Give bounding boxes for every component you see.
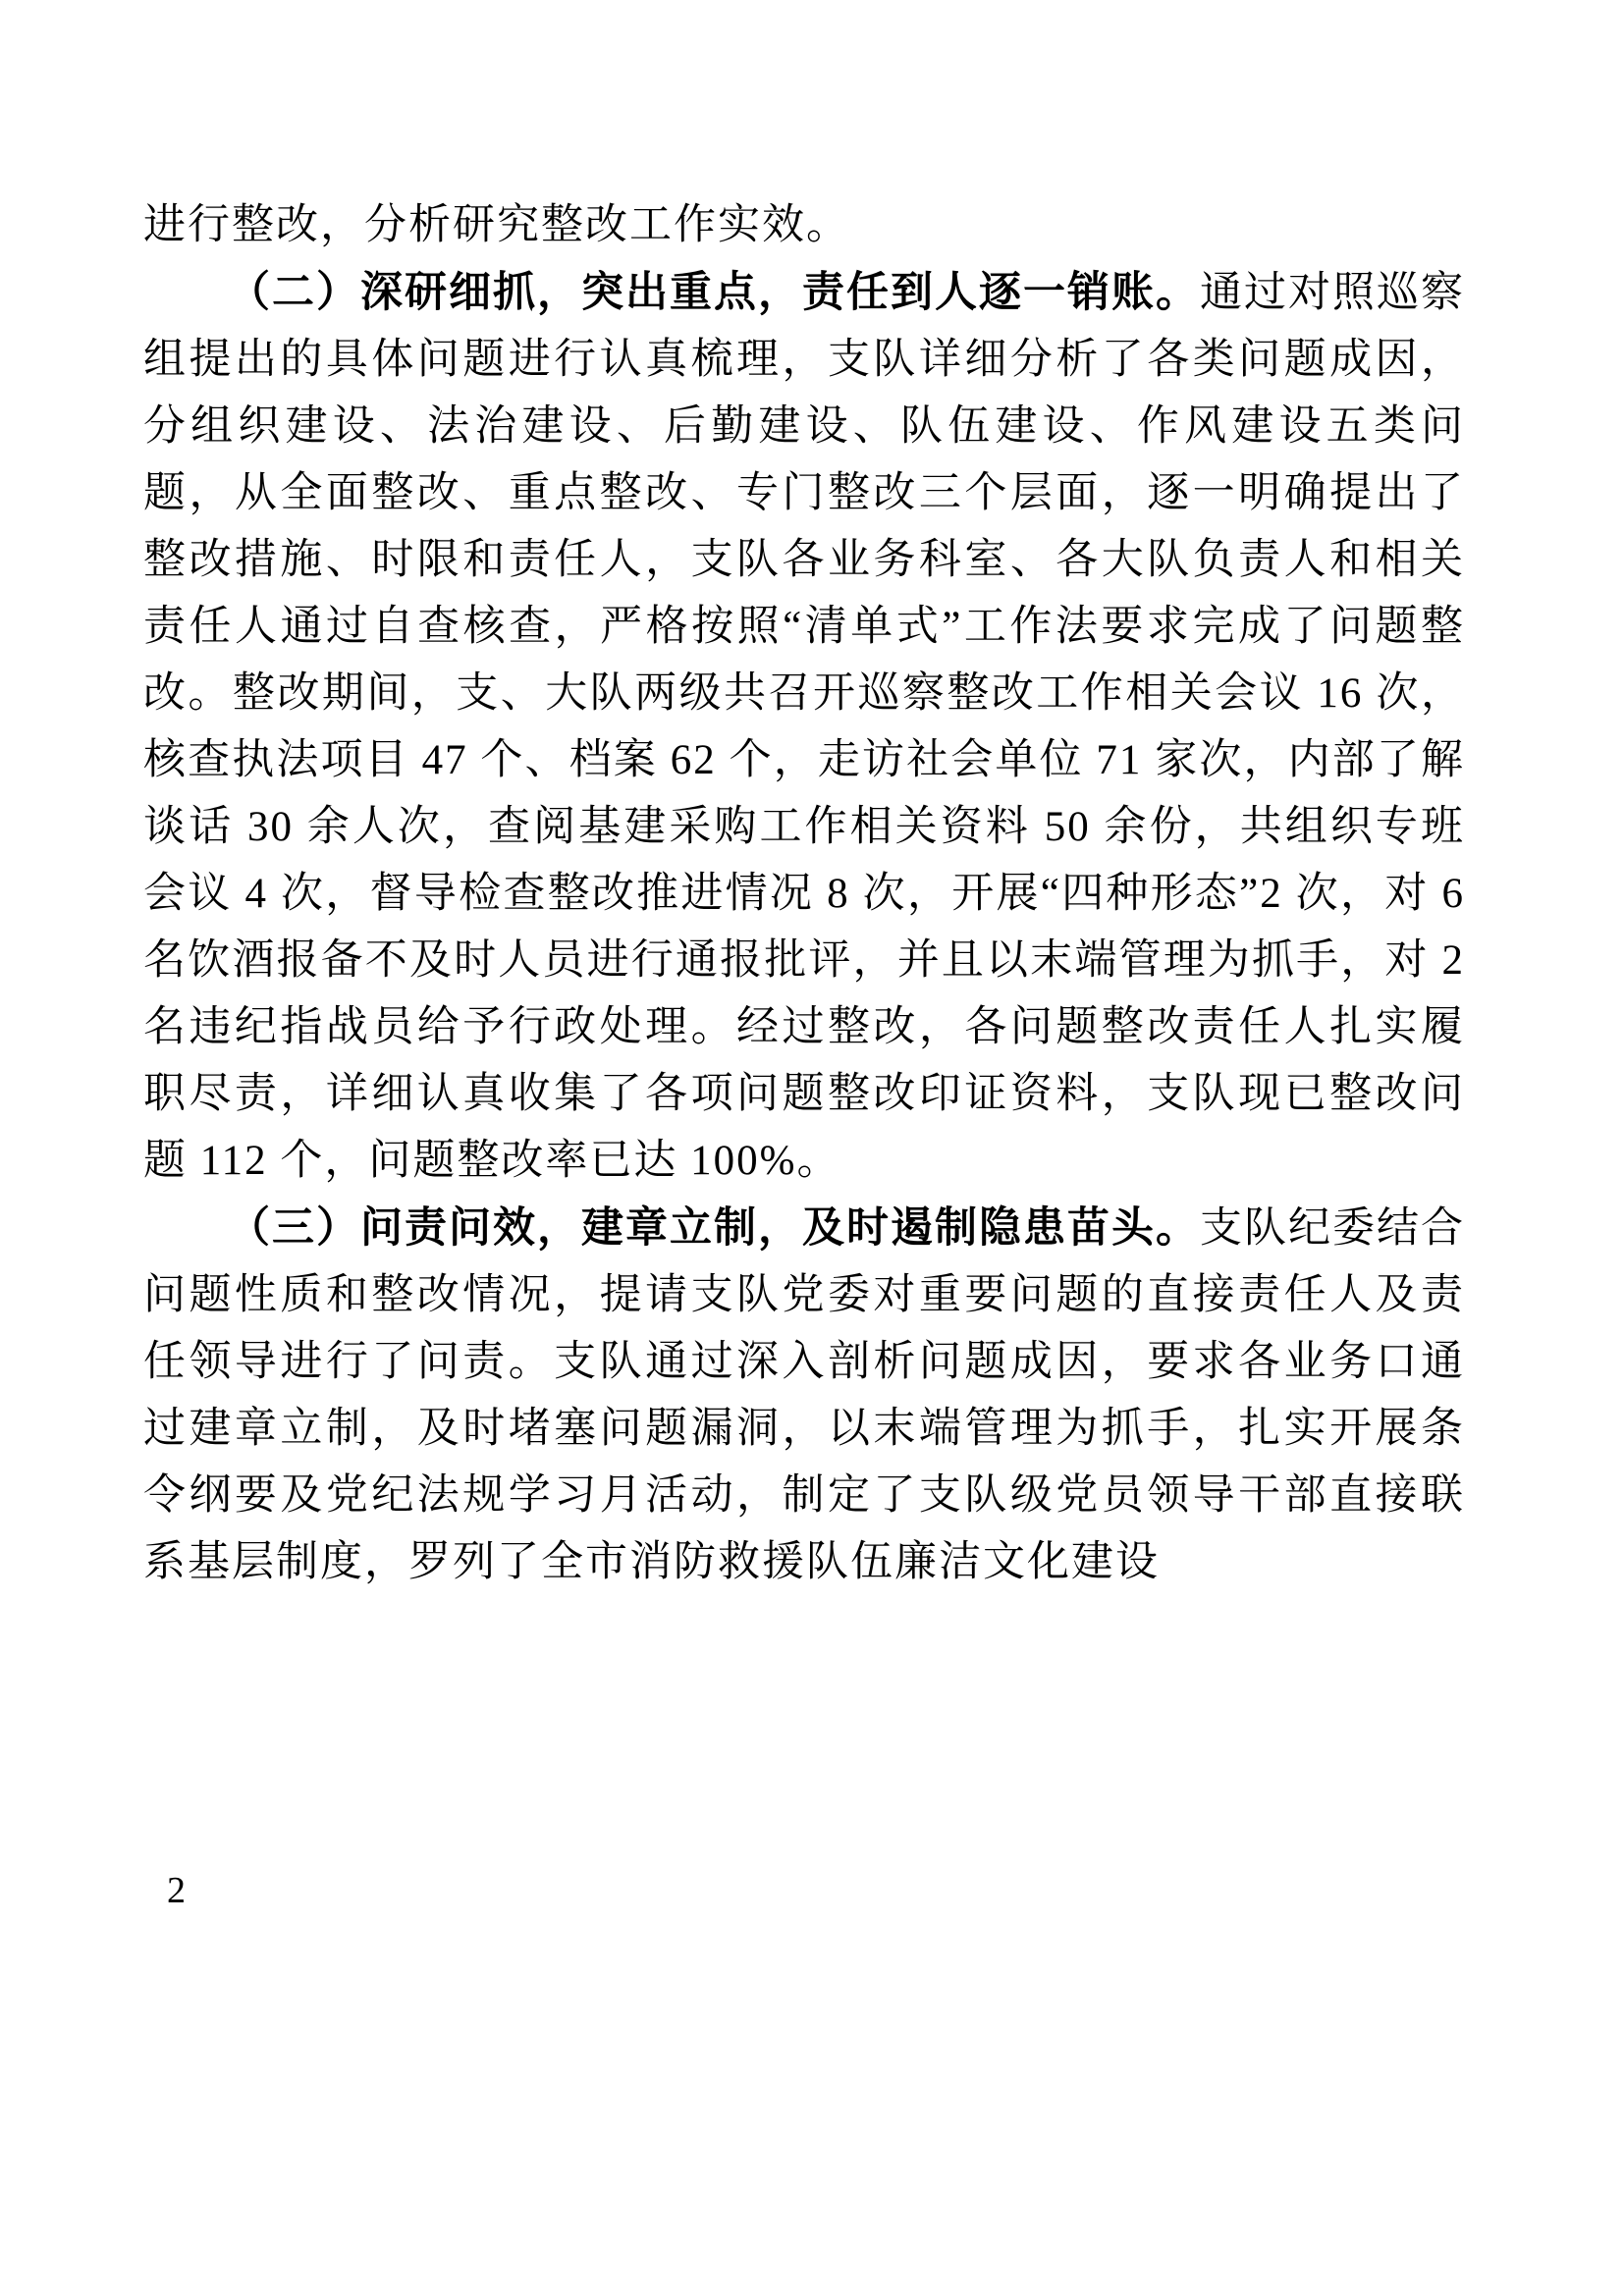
paragraph-text: 进行整改，分析研究整改工作实效。 (143, 202, 850, 248)
paragraph-text: 支队纪委结合问题性质和整改情况，提请支队党委对重要问题的直接责任人及责任领导进行了问责。支队通过深入剖析问题成因，要求各业务口通过建章立制，及时堵塞问题漏洞，以末端管理为抓手，扎实开展条令纲要及党纪法规学习月活动，制定了支队级党员领导干部直接联系基层制度，罗列了全市消防救援队伍廉洁文化建设 (143, 1205, 1465, 1585)
footer-page-number: 2 (167, 1870, 186, 1911)
paragraph-heading: （三）问责问效，建章立制，及时遏制隐患苗头。 (228, 1204, 1200, 1252)
paragraph (143, 259, 1465, 1195)
paragraph (143, 192, 1465, 259)
paragraph (143, 1195, 1465, 1596)
paragraph-heading: （二）深研细抓，突出重点，责任到人逐一销账。 (228, 269, 1200, 316)
document-body (143, 192, 1465, 1596)
paragraph-text: 通过对照巡察组提出的具体问题进行认真梳理，支队详细分析了各类问题成因，分组织建设、法治建设、后勤建设、队伍建设、作风建设五类问题，从全面整改、重点整改、专门整改三个层面，逐一明确提出了整改措施、时限和责任人，支队各业务科室、各大队负责人和相关责任人通过自查核查，严格按照“清单式”工作法要求完成了问题整改。整改期间，支、大队两级共召开巡察整改工作相关会议 16 次，核查执法项目 47 个、档案 62 个，走访社会单位 71 家次，内部了解谈话 30 余人次，查阅基建采购工作相关资料 50 余份，共组织专班会议 4 次，督导检查整改推进情况 8 次，开展“四种形态”2 次，对 6 名饮酒报备不及时人员进行通报批评，并且以末端管理为抓手，对 2 名违纪指战员给予行政处理。经过整改，各问题整改责任人扎实履职尽责，详细认真收集了各项问题整改印证资料，支队现已整改问题 112 个，问题整改率已达 100%。 (143, 270, 1465, 1184)
